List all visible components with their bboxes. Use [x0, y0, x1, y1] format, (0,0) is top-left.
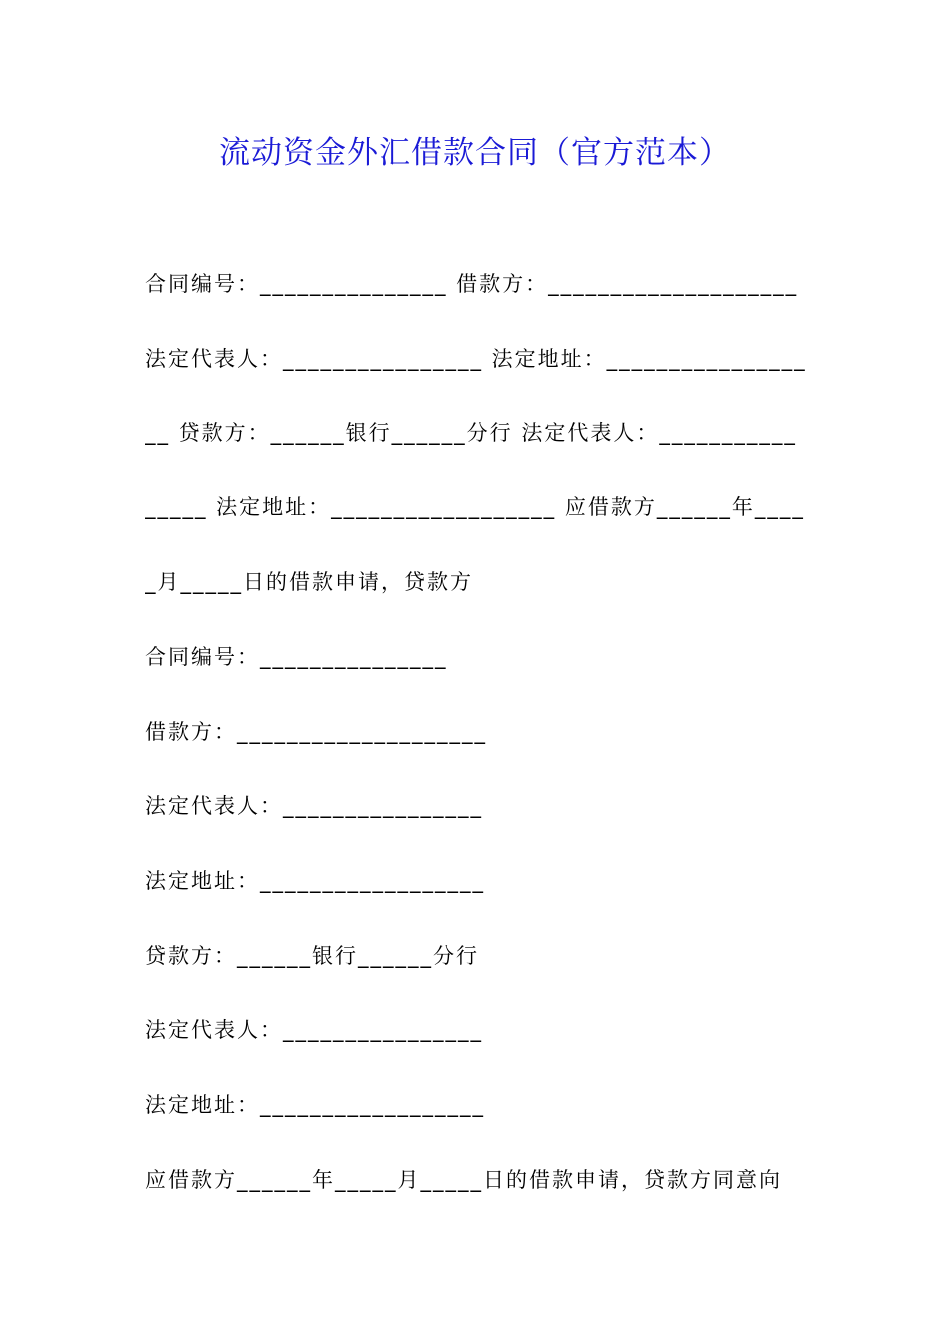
text-line: _月_____日的借款申请，贷款方: [145, 570, 473, 594]
document-title: 流动资金外汇借款合同（官方范本）: [219, 135, 731, 171]
text-line: 法定代表人：________________ 法定地址：________________: [145, 347, 807, 371]
text-line: 合同编号：_______________ 借款方：____________________: [145, 272, 799, 296]
text-line: 应借款方______年_____月_____日的借款申请，贷款方同意向: [145, 1168, 782, 1192]
text-line: 合同编号：_______________: [145, 645, 448, 669]
text-line: 贷款方：______银行______分行: [145, 944, 479, 968]
text-line: 借款方：____________________: [145, 720, 487, 744]
text-line: 法定地址：__________________: [145, 869, 485, 893]
text-line: 法定地址：__________________: [145, 1093, 485, 1117]
text-line: _____ 法定地址：__________________ 应借款方______年____: [145, 495, 805, 519]
text-line: __ 贷款方：______银行______分行 法定代表人：___________: [145, 421, 797, 445]
text-line: 法定代表人：________________: [145, 794, 483, 818]
text-line: 法定代表人：________________: [145, 1018, 483, 1042]
